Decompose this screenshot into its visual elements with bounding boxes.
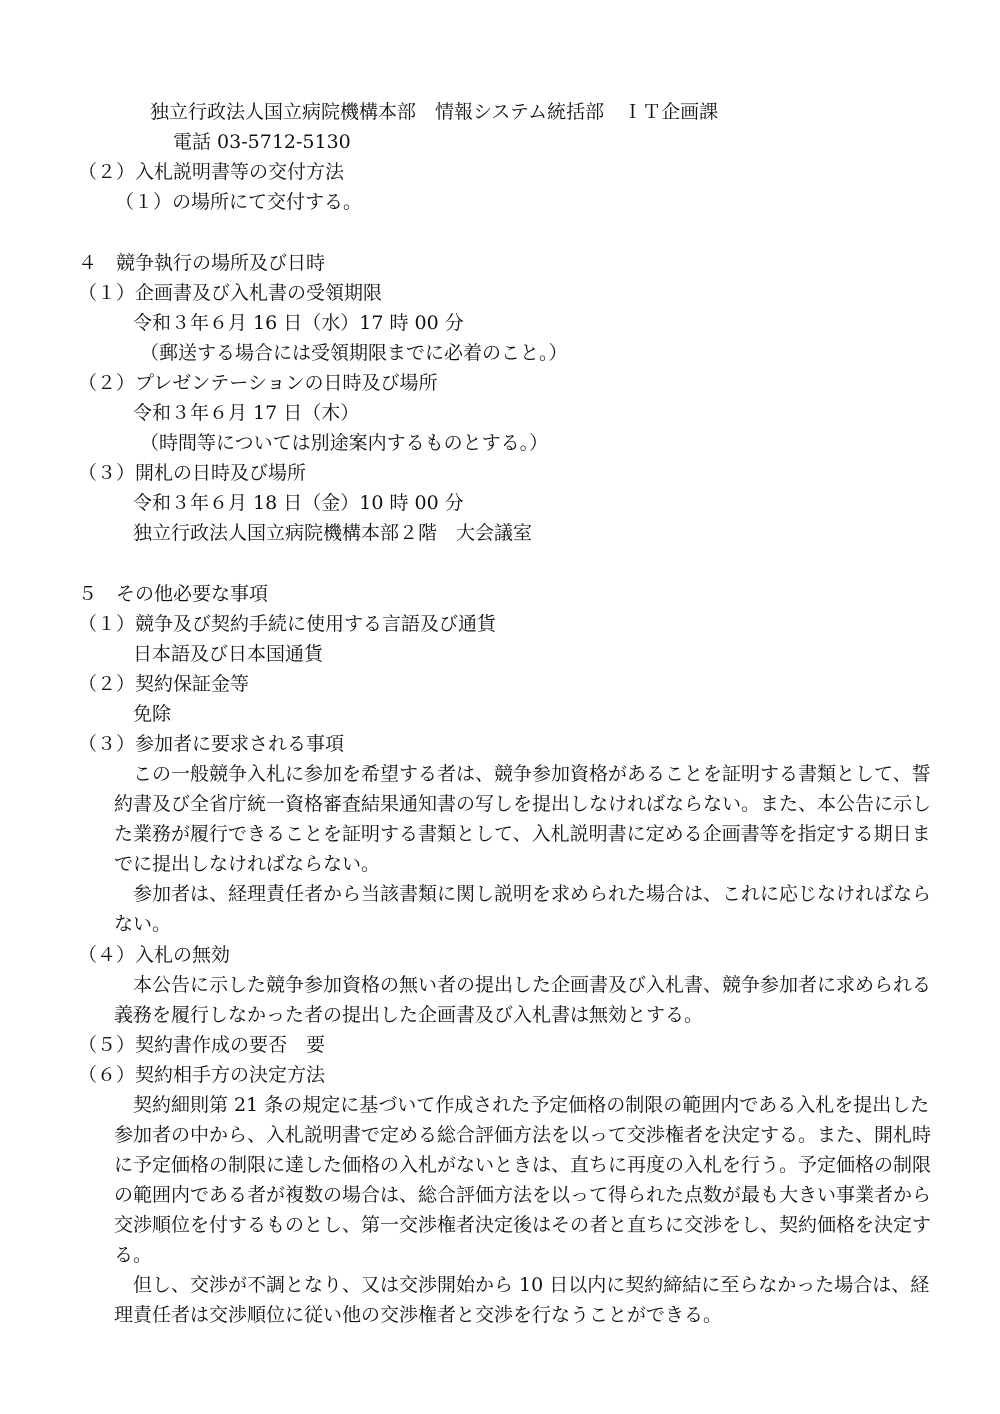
section-4-3-place: 独立行政法人国立病院機構本部２階 大会議室 (133, 522, 533, 544)
section-5-2-heading: （２）契約保証金等 (78, 673, 250, 695)
section-4-1-heading: （１）企画書及び入札書の受領期限 (78, 282, 383, 304)
section-4-heading: ４ 競争執行の場所及び日時 (78, 252, 326, 274)
section-5-heading: ５ その他必要な事項 (78, 583, 269, 605)
section-5-5-heading: （５）契約書作成の要否 要 (78, 1034, 326, 1056)
section-4-3-date: 令和３年６月 18 日（金）10 時 00 分 (133, 492, 464, 514)
section-5-6-paragraph-2: 但し、交渉が不調となり、又は交渉開始から 10 日以内に契約締結に至らなかった場合は、経理責任者は交渉順位に従い他の交渉権者と交渉を行なうことができる。 (114, 1274, 930, 1326)
section-5-6-body (114, 1090, 931, 1330)
section-4-2-note: （時間等については別途案内するものとする。） (140, 432, 549, 454)
section-5-2-body: 免除 (133, 703, 172, 725)
section-5-6-paragraph-1: 契約細則第 21 条の規定に基づいて作成された予定価格の制限の範囲内である入札を提出した参加者の中から、入札説明書で定める総合評価方法を以って交渉権者を決定する。また、開札時に予定価格の制限に達した価格の入札がないときは、直ちに再度の入札を行う。予定価格の制限の範囲内である者が複数の場合は、総合評価方法を以って得られた点数が最も大きい事業者から交渉順位を付するものとし、第一交渉権者決定後はその者と直ちに交渉をし、契約価格を決定する。 (114, 1094, 932, 1266)
section-5-4-paragraph-1: 本公告に示した競争参加資格の無い者の提出した企画書及び入札書、競争参加者に求められる義務を履行しなかった者の提出した企画書及び入札書は無効とする。 (114, 974, 932, 1026)
section-5-1-body: 日本語及び日本国通貨 (133, 643, 324, 665)
section-5-6-heading: （６）契約相手方の決定方法 (78, 1064, 326, 1086)
section-4-1-date: 令和３年６月 16 日（水）17 時 00 分 (133, 312, 464, 334)
section-3-2-heading: （２）入札説明書等の交付方法 (78, 161, 345, 183)
section-5-1-heading: （１）競争及び契約手続に使用する言語及び通貨 (78, 613, 497, 635)
section-5-4-body (114, 970, 931, 1030)
section-4-3-heading: （３）開札の日時及び場所 (78, 462, 307, 484)
section-5-4-heading: （４）入札の無効 (78, 944, 231, 966)
section-5-3-heading: （３）参加者に要求される事項 (78, 733, 345, 755)
section-3-2-body: （１）の場所にて交付する。 (115, 191, 363, 213)
contact-phone: 電話 03-5712-5130 (173, 131, 351, 153)
section-5-3-paragraph-2: 参加者は、経理責任者から当該書類に関し説明を求められた場合は、これに応じなければならない。 (114, 883, 932, 935)
contact-org: 独立行政法人国立病院機構本部 情報システム統括部 ＩＴ企画課 (150, 101, 719, 123)
section-4-2-heading: （２）プレゼンテーションの日時及び場所 (78, 372, 438, 394)
section-4-1-note: （郵送する場合には受領期限までに必着のこと。） (140, 342, 568, 364)
section-4-2-date: 令和３年６月 17 日（木） (133, 402, 360, 424)
section-5-3-body (114, 759, 931, 939)
section-5-3-paragraph-1: この一般競争入札に参加を希望する者は、競争参加資格があることを証明する書類として、誓約書及び全省庁統一資格審査結果通知書の写しを提出しなければならない。また、本公告に示した業務が履行できることを証明する書類として、入札説明書に定める企画書等を指定する期日までに提出しなければならない。 (114, 763, 932, 875)
